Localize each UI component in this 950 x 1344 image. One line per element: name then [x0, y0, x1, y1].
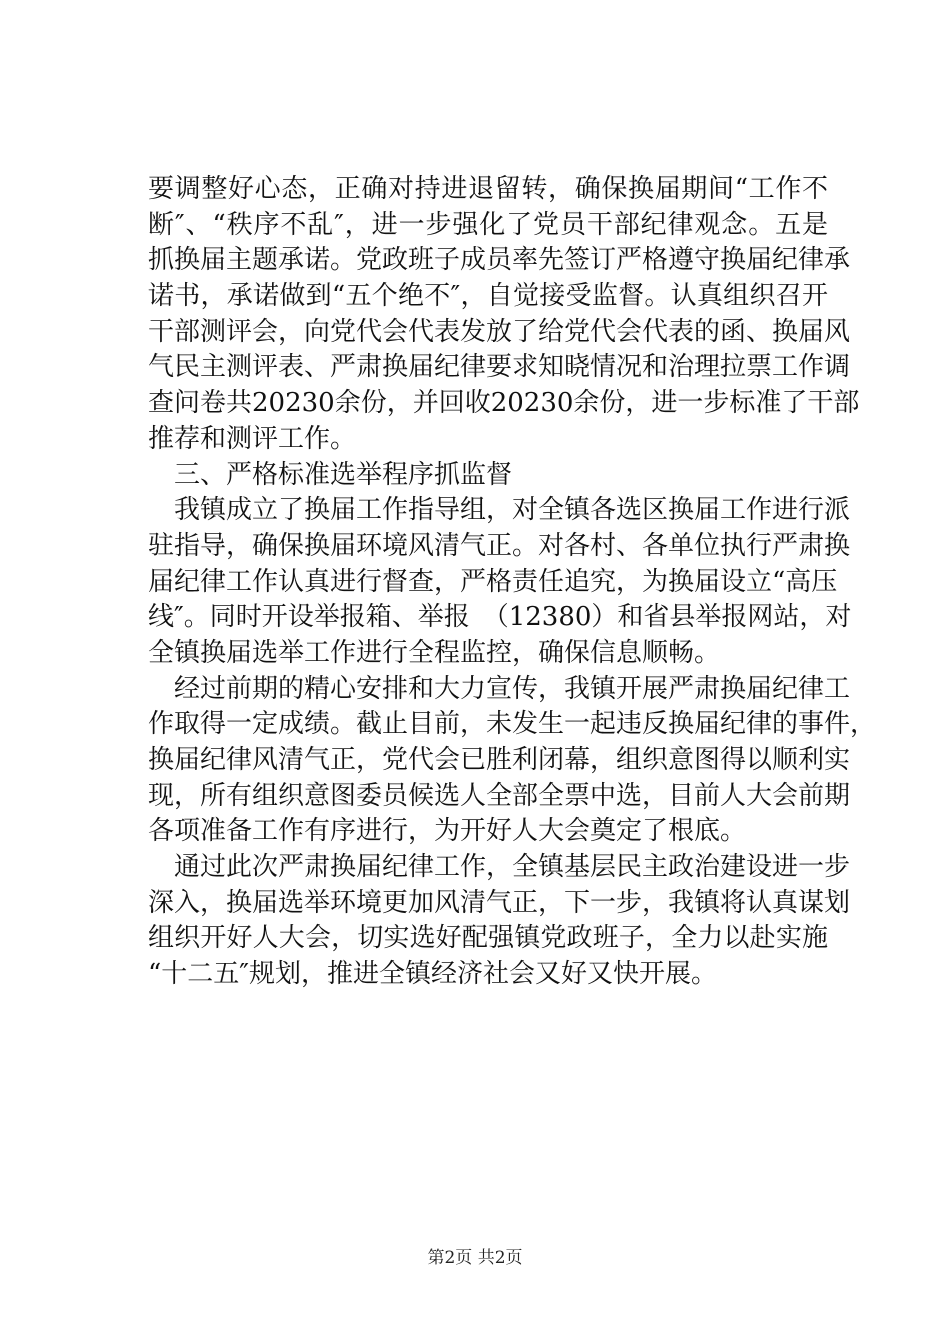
- text-line: 通过此次严肃换届纪律工作，全镇基层民主政治建设进一步: [174, 852, 851, 883]
- text-line: 驻指导，确保换届环境风清气正。对各村、各单位执行严肃换: [148, 530, 851, 561]
- text-line: 组织开好人大会，切实选好配强镇党政班子，全力以赴实施: [148, 923, 828, 954]
- text-line: 干部测评会，向党代会代表发放了给党代会代表的函、换届风: [148, 316, 851, 347]
- section-heading: 三、严格标准选举程序抓监督: [174, 459, 513, 490]
- text-line: 现，所有组织意图委员候选人全部全票中选，目前人大会前期: [148, 780, 851, 811]
- text-line: 我镇成立了换届工作指导组，对全镇各选区换届工作进行派: [174, 495, 851, 526]
- text-line: 作取得一定成绩。截止目前，未发生一起违反换届纪律的事件，: [148, 709, 877, 740]
- text-line: 抓换届主题承诺。党政班子成员率先签订严格遵守换届纪律承: [148, 245, 851, 276]
- text-line: “十二五″规划，推进全镇经济社会又好又快开展。: [148, 959, 718, 990]
- page-number-label: 第2页 共2页: [427, 1248, 523, 1268]
- text-line: 深入，换届选举环境更加风清气正，下一步，我镇将认真谋划: [148, 887, 851, 918]
- text-line: 线″。同时开设举报箱、举报 （12380）和省县举报网站，对: [148, 602, 852, 633]
- text-line: 要调整好心态，正确对持进退留转，确保换届期间“工作不: [148, 174, 828, 204]
- text-line: 经过前期的精心安排和大力宣传，我镇开展严肃换届纪律工: [174, 673, 851, 704]
- text-line: 诺书，承诺做到“五个绝不″，自觉接受监督。认真组织召开: [148, 281, 828, 312]
- document-body: [148, 172, 877, 993]
- text-line: 全镇换届选举工作进行全程监控，确保信息顺畅。: [148, 637, 721, 668]
- text-line: 推荐和测评工作。: [148, 423, 357, 454]
- text-line: 查问卷共20230余份，并回收20230余份，进一步标准了干部: [148, 388, 860, 419]
- text-line: 气民主测评表、严肃换届纪律要求知晓情况和治理拉票工作调: [148, 352, 851, 383]
- page-footer: [0, 1243, 950, 1268]
- text-line: 断″、“秩序不乱″，进一步强化了党员干部纪律观念。五是: [148, 209, 828, 240]
- text-line: 换届纪律风清气正，党代会已胜利闭幕，组织意图得以顺利实: [148, 745, 851, 775]
- text-line: 各项准备工作有序进行，为开好人大会奠定了根底。: [148, 816, 747, 847]
- text-line: 届纪律工作认真进行督查，严格责任追究，为换届设立“高压: [148, 566, 838, 597]
